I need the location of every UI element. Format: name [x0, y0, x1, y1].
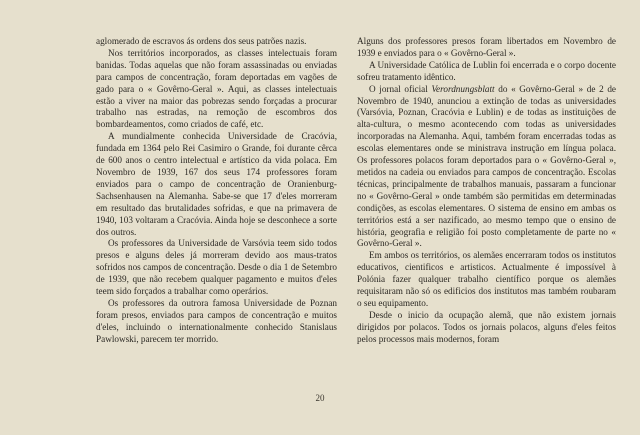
paragraph: Os professores da Universidade de Varsóvia teem sido todos presos e alguns deles já morreram devido aos maus-tratos sofridos nos campos de concentração. Desde o dia 1 de Setembro de 1939, que não recebem qualquer pagamento e muitos d'eles teem sido forçados a trabalhar como operários. [96, 238, 337, 297]
newspaper-title: Verordnungsblatt [431, 83, 495, 94]
paragraph: Nos territórios incorporados, as classes intelectuais foram banidas. Todas aquelas que não foram assassinadas ou enviadas para campos de concentração, foram deportadas em vagões de gado para o « Govêrno-Geral ». Aqui, as classes intelectuais estão a viver na maior das pobrezas sendo forçadas a procurar trabalho nas estradas, na remoção de escombros dos bombardeamentos, como criados de café, etc. [96, 47, 337, 130]
paragraph: aglomerado de escravos ás ordens dos seus patrões nazis. [96, 36, 307, 46]
paragraph: Alguns dos professores presos foram libertados em Novembro de 1939 e enviados para o « Govêrno-Geral ». [357, 36, 616, 58]
paragraph: A Universidade Católica de Lublin foi encerrada e o corpo docente sofreu tratamento idêntico. [357, 59, 616, 82]
paragraph: Em ambos os territórios, os alemães encerraram todos os institutos educativos, cientificos e artisticos. Actualmente é impossível à Polónia fazer qualquer trabalho científico porque os alemães requisitaram não só os edificios dos institutos mas também roubaram o seu equipamento. [357, 250, 616, 308]
paragraph: Os professores da outrora famosa Universidade de Poznan foram presos, enviados para campos de concentração e muitos d'eles, incluindo o internationalmente conhecido Stanislaus Pawlowski, parecem ter morrido. [96, 297, 337, 344]
left-text-column [96, 36, 337, 346]
paragraph: O jornal oficial Verordnungsblatt do « Govêrno-Geral » de 2 de Novembro de 1940, anunciou a extinção de todas as universidades (Varsóvia, Poznan, Cracóvia e Lublin) e de todas as instituições de alta-cultura, o mesmo acontecendo com todas as universidades incorporadas na Alemanha. Aqui, também foram encerradas todas as escolas elementares onde se ministrava instrução em língua polaca. Os professores polacos foram deportados para o « Govêrno-Geral », metidos na cadeia ou enviados para campos de concentração. Escolas técnicas, principalmente de trabalhos manuais, passaram a funcionar no « Govêrno-Geral » onde também são permitidas em determinadas condições, as escolas elementares. O sistema de ensino em ambas os territórios está a ser nazificado, ao mesmo tempo que o ensino de história, geografia e religião foi posto completamente de parte no « Govêrno-Geral ». [357, 83, 616, 249]
paragraph: A mundialmente conhecida Universidade de Cracóvia, fundada em 1364 pelo Rei Casimiro o Grande, foi durante cêrca de 600 anos o centro intelectual e artístico da vida polaca. Em Novembro de 1939, 167 dos seus 174 professores foram enviados para o campo de concentração de Oranienburg-Sachsenhausen na Alemanha. Sabe-se que 17 d'eles morreram em resultado das brutalidades sofridas, e que na primavera de 1940, 103 voltaram a Cracóvia. Ainda hoje se desconhece a sorte dos outros. [96, 131, 337, 237]
page-number: 20 [315, 393, 325, 403]
paragraph: Desde o inicio da ocupação alemã, que não existem jornais dirigidos por polacos. Todos os jornais polacos, alguns d'eles feitos pelos processos mais modernos, foram [357, 309, 616, 344]
right-text-column [357, 36, 616, 346]
